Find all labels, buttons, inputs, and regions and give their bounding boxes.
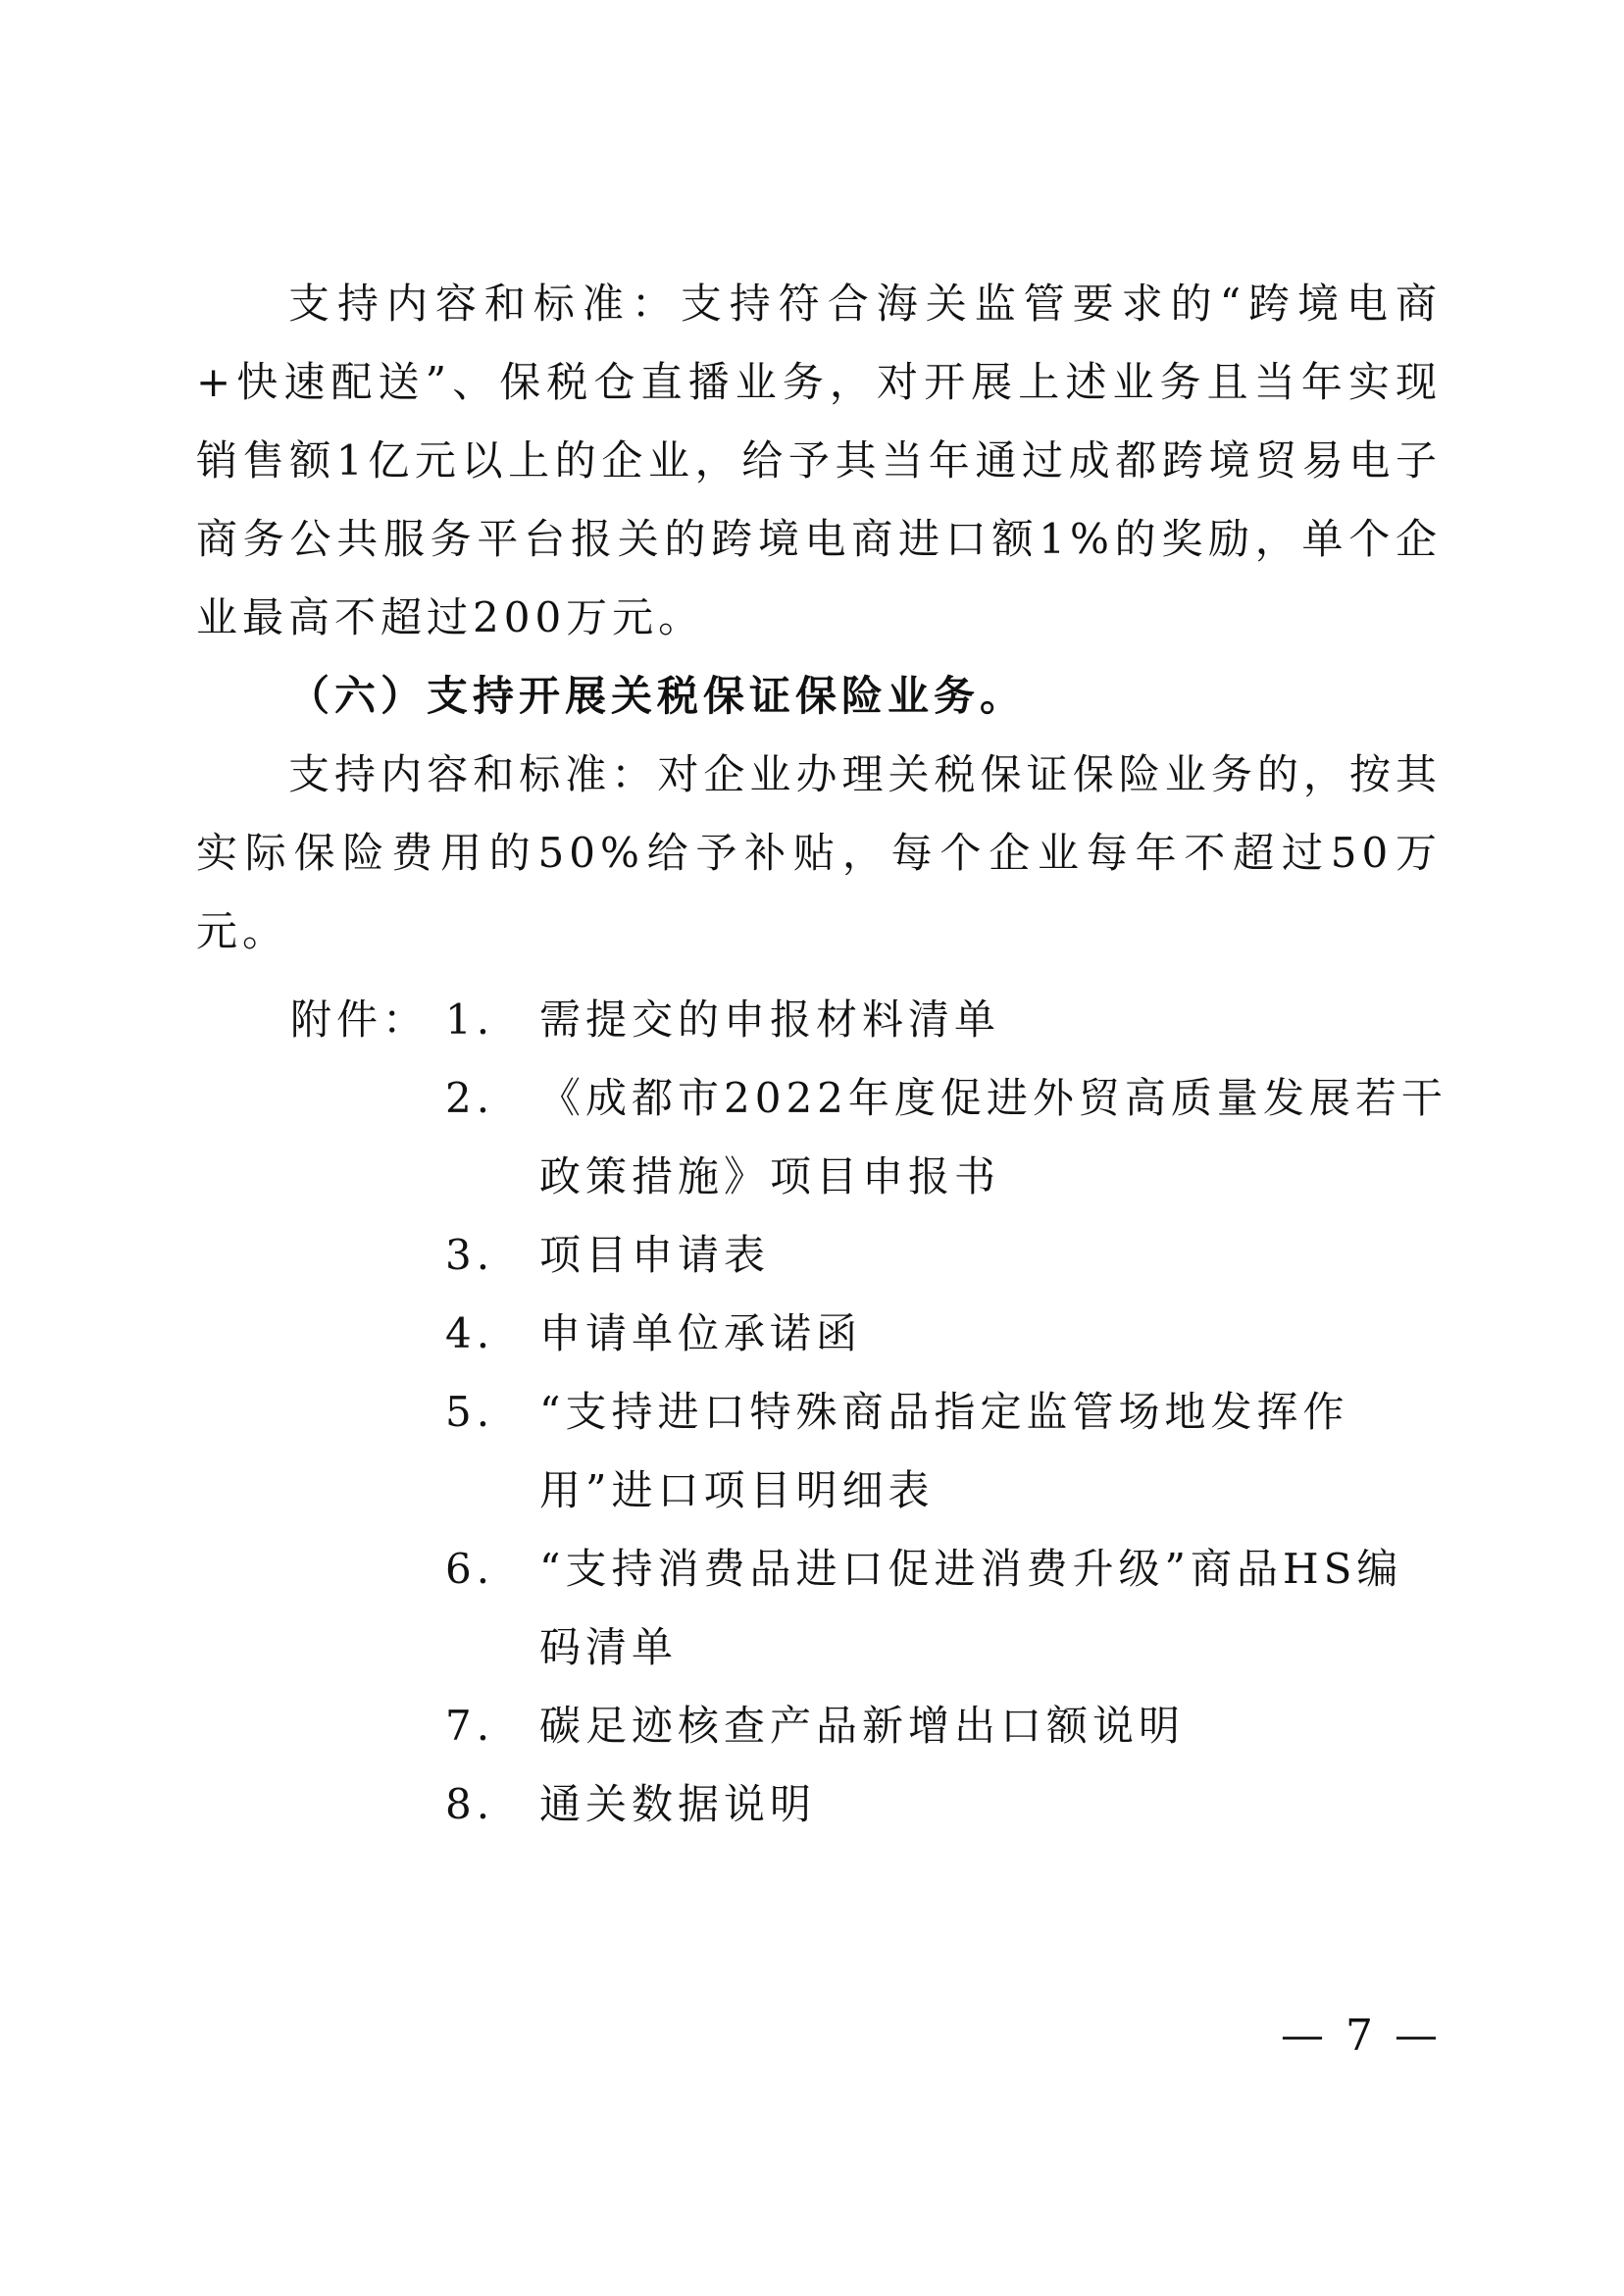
- attachment-title: 《成都市2022年度促进外贸高质量发展若干政策措施》项目申报书: [539, 1074, 1447, 1200]
- attachment-title: “支持消费品进口促进消费升级”商品HS编码清单: [539, 1545, 1403, 1671]
- attachment-title: 需提交的申报材料清单: [539, 995, 1001, 1044]
- attachments-list: [290, 981, 1447, 1844]
- attachment-title: 项目申请表: [539, 1231, 771, 1279]
- body-text-block: [196, 265, 1442, 971]
- attachment-number: 8.: [445, 1780, 495, 1828]
- attachments-label: 附件：: [290, 995, 430, 1044]
- attachment-number: 4.: [445, 1309, 495, 1357]
- attachment-title: “支持进口特殊商品指定监管场地发挥作用”进口项目明细表: [539, 1388, 1349, 1514]
- page-number: — 7 —: [1281, 2011, 1442, 2061]
- attachment-item: [290, 1059, 1447, 1216]
- section5-standard-paragraph: 支持内容和标准：支持符合海关监管要求的“跨境电商+快速配送”、保税仓直播业务，对开展上述业务且当年实现销售额1亿元以上的企业，给予其当年通过成都跨境贸易电子商务公共服务平台报关的跨境电商进口额1%的奖励，单个企业最高不超过200万元。: [196, 280, 1442, 641]
- attachment-item: [290, 1765, 1447, 1844]
- attachment-number: 6.: [445, 1545, 495, 1593]
- attachment-item: [290, 1373, 1447, 1530]
- attachment-item: [290, 1687, 1447, 1765]
- attachment-item: [290, 1216, 1447, 1295]
- attachment-number: 2.: [445, 1074, 495, 1122]
- attachment-number: 5.: [445, 1388, 495, 1436]
- attachment-number: 7.: [445, 1702, 495, 1750]
- section6-standard-paragraph: 支持内容和标准：对企业办理关税保证保险业务的，按其实际保险费用的50%给予补贴，每个企业每年不超过50万元。: [196, 750, 1442, 955]
- attachment-title: 碳足迹核查产品新增出口额说明: [539, 1702, 1186, 1750]
- attachment-number: 3.: [445, 1231, 495, 1279]
- attachment-item: [290, 1530, 1447, 1687]
- section6-heading: （六）支持开展关税保证保险业务。: [288, 672, 1027, 720]
- attachment-title: 通关数据说明: [539, 1780, 817, 1828]
- attachment-item: [290, 1295, 1447, 1373]
- attachment-number: 1.: [445, 995, 495, 1044]
- attachment-item: [290, 981, 1447, 1059]
- attachment-title: 申请单位承诺函: [539, 1309, 863, 1357]
